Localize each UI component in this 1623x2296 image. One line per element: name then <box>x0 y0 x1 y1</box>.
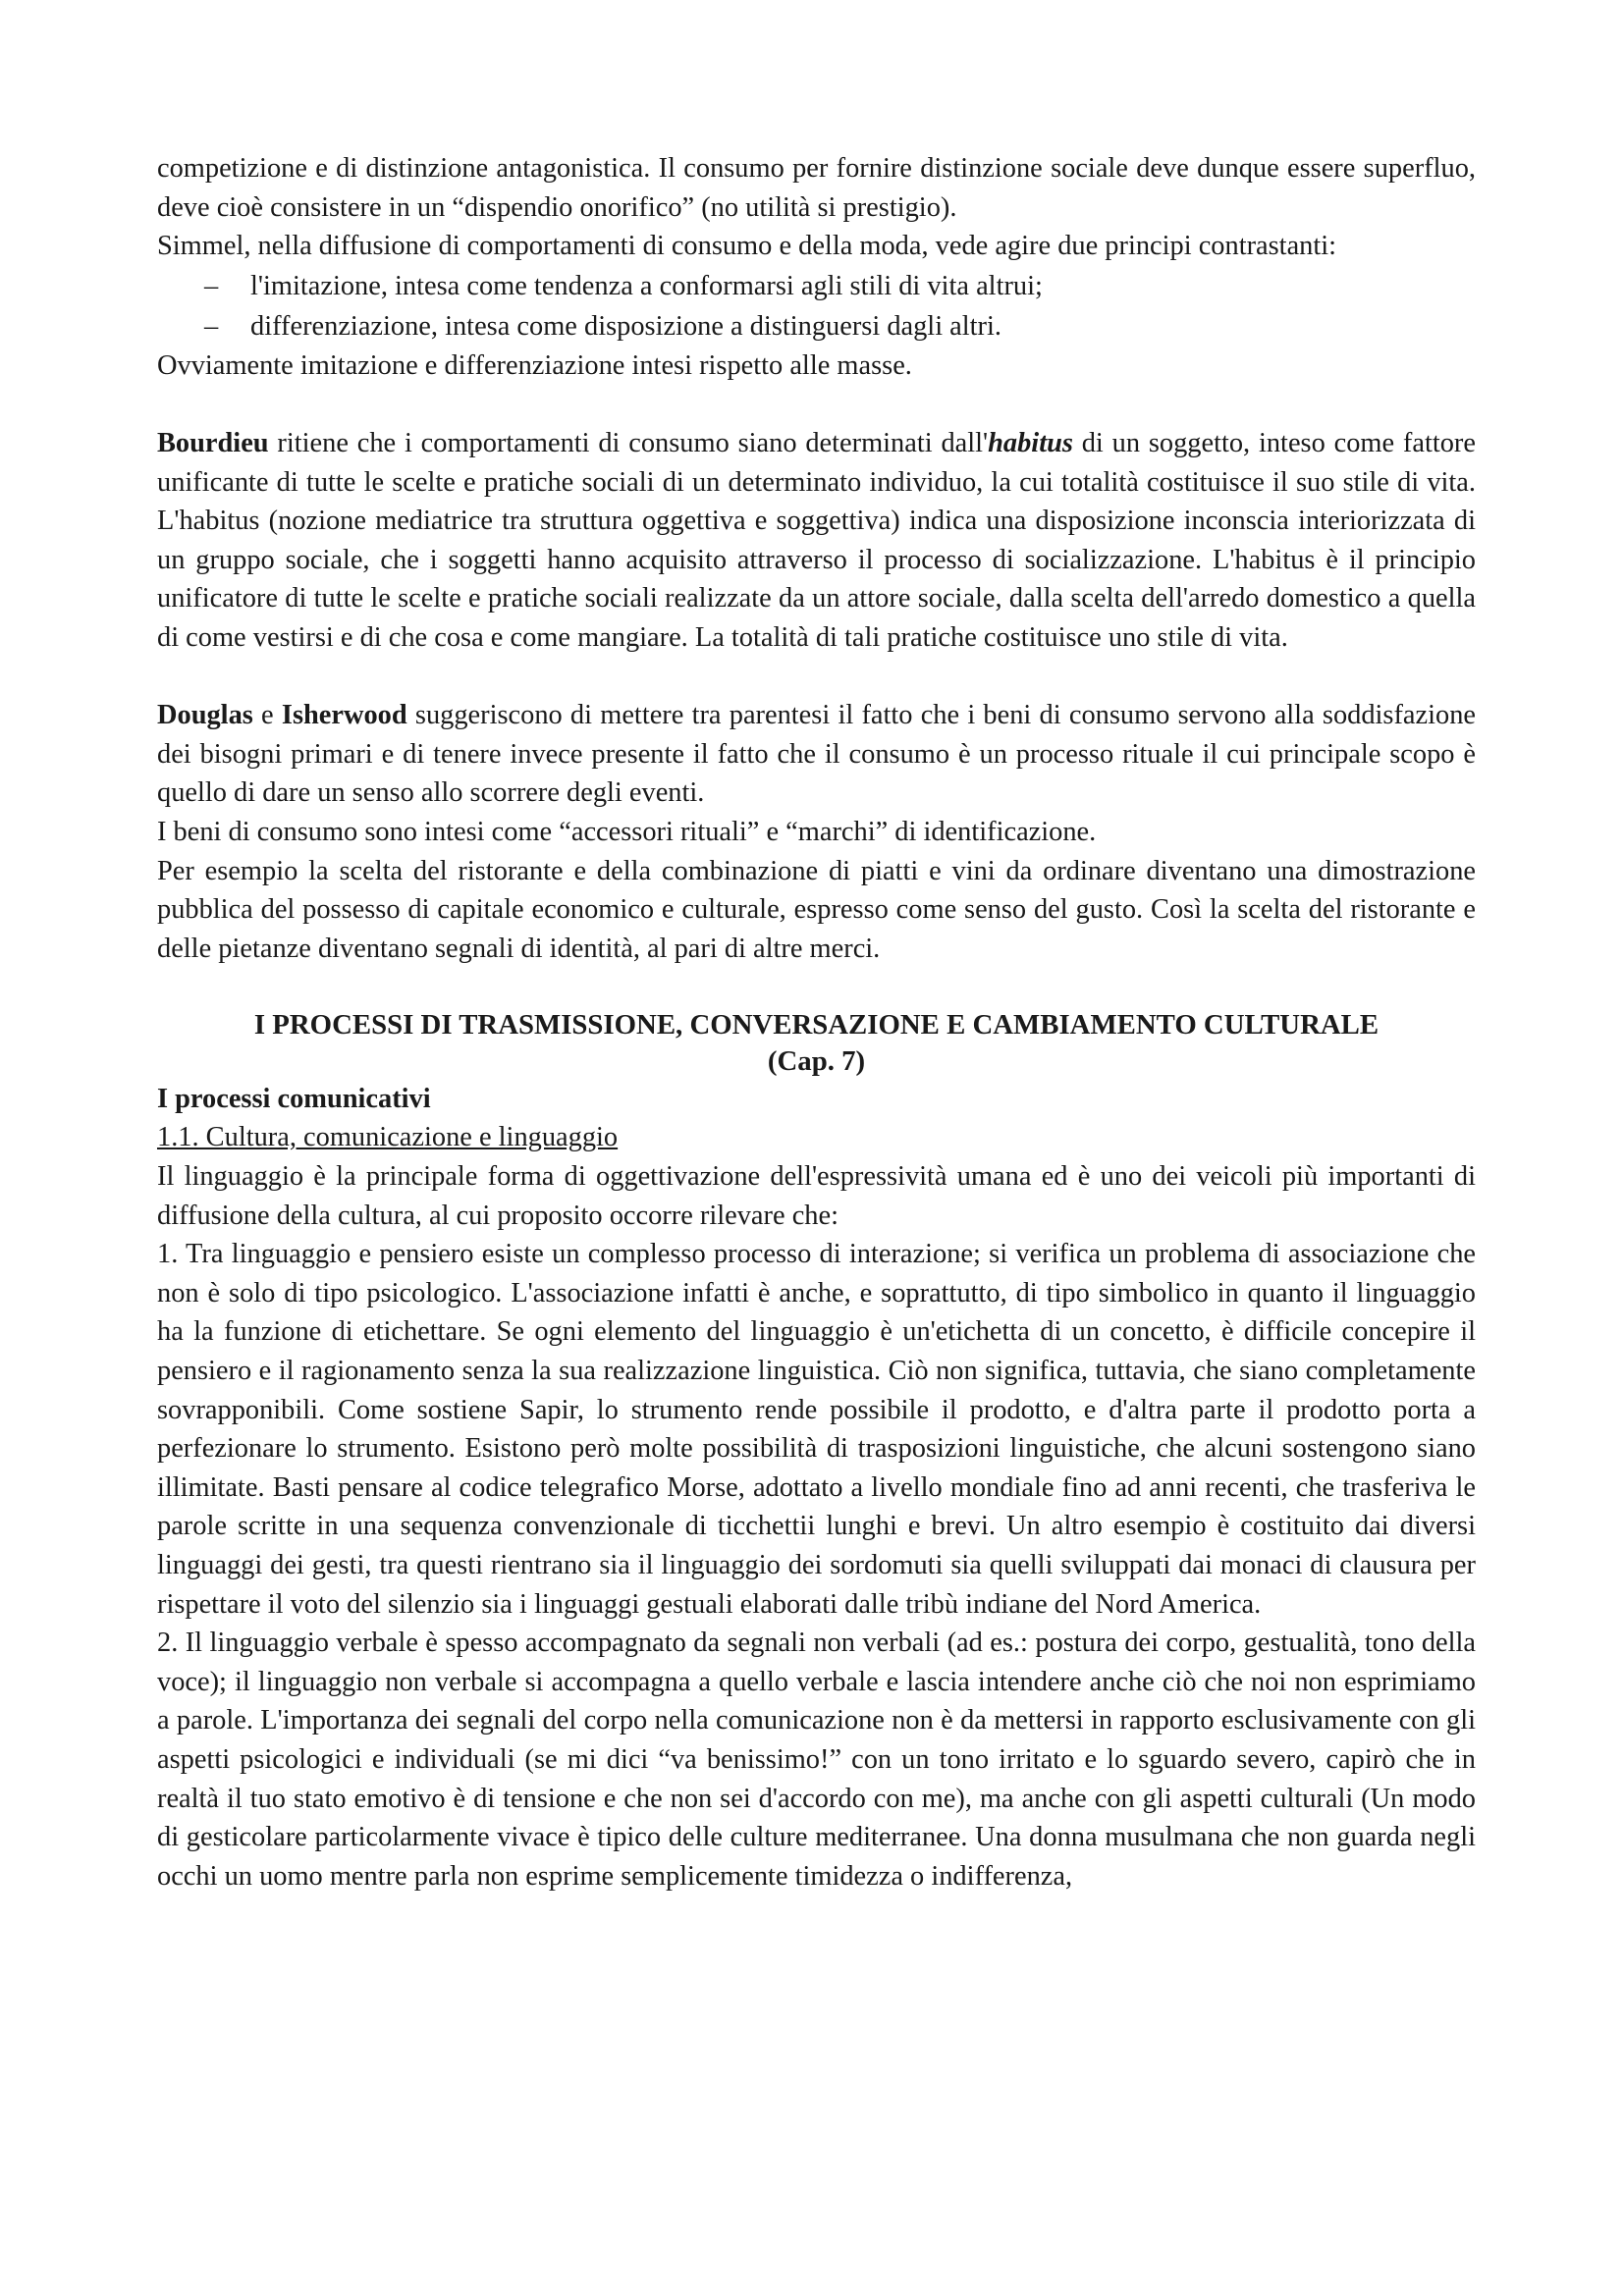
paragraph-beni-consumo: I beni di consumo sono intesi come “accessori rituali” e “marchi” di identificazione. <box>157 816 1097 847</box>
author-name-isherwood: Isherwood <box>281 700 407 731</box>
paragraph-consumo-distinzione: competizione e di distinzione antagonistica. Il consumo per fornire distinzione sociale deve dunque essere superfluo, deve cioè consistere in un “dispendio onorifico” (no utilità si prestigio). <box>157 153 1476 223</box>
list-item-text: differenziazione, intesa come disposizione a distinguersi dagli altri. <box>250 310 1001 342</box>
text-fragment: suggeriscono di mettere tra parentesi il fatto che i beni di consumo servono alla soddisfazione dei bisogni primari e di tenere invece presente il fatto che il consumo è un processo rituale il cui principale scopo è quello di dare un senso allo scorrere degli eventi. <box>157 700 1477 809</box>
paragraph-point-2: 2. Il linguaggio verbale è spesso accompagnato da segnali non verbali (ad es.: postura dei corpo, gestualità, tono della voce); il linguaggio non verbale si accompagna a quello verbale e lascia intendere anche ciò che noi non esprimiamo a parole. L'importanza dei segnali del corpo nella comunicazione non è da mettersi in rapporto esclusivamente con gli aspetti psicologici e individuali (se mi dici “va benissimo!” con un tono irritato e lo sguardo severo, capirò che in realtà il tuo stato emotivo è di tensione e che non sei d'accordo con me), ma anche con gli aspetti culturali (Un modo di gesticolare particolarmente vivace è tipico delle culture mediterranee. Una donna musulmana che non guarda negli occhi un uomo mentre parla non esprime semplicemente timidezza o indifferenza, <box>157 1628 1476 1892</box>
text-fragment: di un soggetto, inteso come fattore unificante di tutte le scelte e pratiche sociali di un determinato individuo, la cui totalità costituisce il suo stile di vita. L'habitus (nozione mediatrice tra struttura oggettiva e soggettiva) indica una disposizione inconscia interiorizzata di un gruppo sociale, che i soggetti hanno acquisito attraverso il processo di socializzazione. L'habitus è il principio unificatore di tutte le scelte e pratiche sociali realizzate da un attore sociale, dalla scelta dell'arredo domestico a quella di come vestirsi e di che cosa e come mangiare. La totalità di tali pratiche costituisce uno stile di vita. <box>157 427 1476 653</box>
section-title: I PROCESSI DI TRASMISSIONE, CONVERSAZIONE E CAMBIAMENTO CULTURALE <box>253 1008 1380 1041</box>
list-item <box>157 306 1476 347</box>
paragraph-bourdieu <box>157 424 1476 658</box>
sub-heading: I processi comunicativi <box>157 1083 431 1114</box>
principles-list <box>157 266 1476 347</box>
spacer <box>157 968 1476 1007</box>
spacer <box>157 658 1476 697</box>
dash-bullet-icon: – <box>204 310 219 342</box>
paragraph-douglas-isherwood <box>157 696 1476 813</box>
list-item-text: l'imitazione, intesa come tendenza a conformarsi agli stili di vita altrui; <box>250 270 1043 301</box>
sub-sub-heading: 1.1. Cultura, comunicazione e linguaggio <box>157 1122 619 1153</box>
paragraph-ristorante: Per esempio la scelta del ristorante e della combinazione di piatti e vini da ordinare diventano una dimostrazione pubblica del possesso di capitale economico e culturale, espresso come senso del gusto. Così la scelta del ristorante e delle pietanze diventano segnali di identità, al pari di altre merci. <box>157 855 1476 964</box>
document-page <box>157 149 1476 1896</box>
paragraph-point-1: 1. Tra linguaggio e pensiero esiste un complesso processo di interazione; si verifica un problema di associazione che non è solo di tipo psicologico. L'associazione infatti è anche, e soprattutto, di tipo simbolico in quanto il linguaggio ha la funzione di etichettare. Se ogni elemento del linguaggio è un'etichetta di un concetto, è difficile concepire il pensiero e il ragionamento senza la sua realizzazione linguistica. Ciò non significa, tuttavia, che siano completamente sovrapponibili. Come sostiene Sapir, lo strumento rende possibile il prodotto, e d'altra parte il prodotto porta a perfezionare lo strumento. Esistono però molte possibilità di trasposizioni linguistiche, che alcuni sostengono siano illimitate. Basti pensare al codice telegrafico Morse, adottato a livello mondiale fino ad anni recenti, che trasferiva le parole scritte in una sequenza convenzionale di ticchettii lunghi e brevi. Un altro esempio è costituito dai diversi linguaggi dei gesti, tra questi rientrano sia il linguaggio dei sordomuti sia quelli sviluppati dai monaci di clausura per rispettare il voto del silenzio sia i linguaggi gestuali elaborati dalle tribù indiane del Nord America. <box>157 1239 1476 1620</box>
term-habitus: habitus <box>988 427 1073 458</box>
paragraph-imitazione: Ovviamente imitazione e differenziazione intesi rispetto alle masse. <box>157 349 912 381</box>
list-item <box>157 266 1476 306</box>
author-name-bourdieu: Bourdieu <box>157 427 269 458</box>
spacer <box>157 385 1476 424</box>
section-chapter: (Cap. 7) <box>767 1044 866 1077</box>
author-name-douglas: Douglas <box>157 700 253 731</box>
paragraph-simmel: Simmel, nella diffusione di comportamenti di consumo e della moda, vede agire due principi contrastanti: <box>157 231 1337 262</box>
dash-bullet-icon: – <box>204 270 219 301</box>
text-fragment: e <box>252 700 282 731</box>
text-fragment: ritiene che i comportamenti di consumo siano determinati dall' <box>268 427 989 458</box>
paragraph-linguaggio-intro: Il linguaggio è la principale forma di oggettivazione dell'espressività umana ed è uno dei veicoli più importanti di diffusione della cultura, al cui proposito occorre rilevare che: <box>157 1161 1476 1231</box>
